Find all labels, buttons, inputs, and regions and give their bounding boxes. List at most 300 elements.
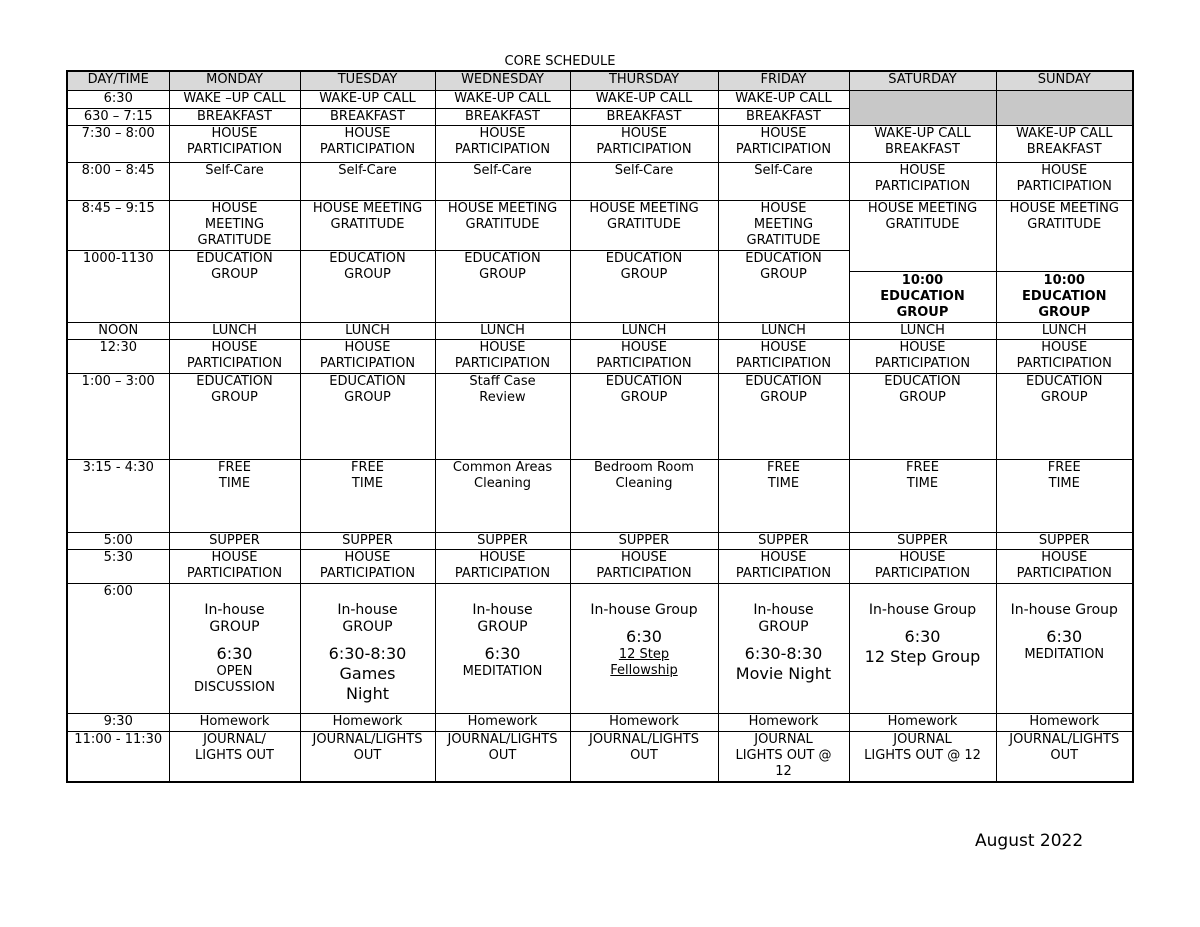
time-cell: 1000-1130	[67, 251, 169, 323]
line: EDUCATION	[605, 374, 683, 389]
line: GROUP	[620, 267, 668, 282]
sun-meeting	[997, 201, 1133, 272]
schedule-table	[66, 70, 1134, 783]
line: HOUSE	[211, 340, 258, 355]
line: FREE	[767, 460, 800, 475]
spacer	[720, 584, 848, 602]
cell-fri-group	[718, 584, 849, 714]
line: GRATITUDE	[746, 233, 821, 248]
line: 10:00	[901, 273, 944, 288]
line: GRATITUDE	[885, 217, 960, 232]
cell-tue-house	[300, 340, 435, 374]
cell-tue-lunch: LUNCH	[300, 323, 435, 340]
line: HOUSE	[344, 126, 391, 141]
cell-sat-free	[849, 460, 996, 533]
cell-fri-breakfast: BREAKFAST	[718, 109, 849, 126]
spacer	[437, 584, 569, 602]
line: PARTICIPATION	[186, 566, 283, 581]
time-cell: 630 – 7:15	[67, 109, 169, 126]
line: DISCUSSION	[194, 680, 275, 695]
cell-wed-homework: Homework	[435, 714, 570, 732]
line: PARTICIPATION	[319, 356, 416, 371]
header-wednesday: WEDNESDAY	[435, 71, 570, 91]
cell-tue-group	[300, 584, 435, 714]
line: TIME	[218, 476, 251, 491]
line: 10:00	[1043, 273, 1085, 288]
cell-sun-homework: Homework	[996, 714, 1133, 732]
line: HOUSE	[760, 201, 807, 216]
line: In-house Group	[1010, 602, 1118, 618]
spacer	[437, 636, 569, 644]
time-cell: 6:00	[67, 584, 169, 714]
cell-mon-house	[169, 550, 300, 584]
cell-thu-group	[570, 584, 718, 714]
cell-tue-house	[300, 550, 435, 584]
line: PARTICIPATION	[186, 356, 283, 371]
spacer	[302, 584, 434, 602]
time-cell: 9:30	[67, 714, 169, 732]
time-cell: 7:30 – 8:00	[67, 126, 169, 163]
cell-mon-lunch: LUNCH	[169, 323, 300, 340]
line: GROUP	[344, 390, 391, 405]
line: 12 Step Group	[864, 647, 981, 666]
header-friday: FRIDAY	[718, 71, 849, 91]
line: JOURNAL/LIGHTS	[1009, 732, 1120, 747]
line: EDUCATION	[196, 374, 273, 389]
line: JOURNAL/LIGHTS	[312, 732, 423, 747]
cell-tue-education	[300, 251, 435, 323]
line: In-house Group	[590, 602, 698, 618]
line: EDUCATION	[605, 251, 683, 266]
cell-thu-supper: SUPPER	[570, 533, 718, 550]
line: MEDITATION	[462, 664, 543, 679]
cell-wed-group	[435, 584, 570, 714]
row-800	[67, 163, 1133, 201]
time-cell: 11:00 - 11:30	[67, 732, 169, 782]
spacer	[851, 619, 995, 627]
cell-tue-supper: SUPPER	[300, 533, 435, 550]
cell-fri-house	[718, 340, 849, 374]
time-cell: 3:15 - 4:30	[67, 460, 169, 533]
line: EDUCATION	[884, 374, 961, 389]
cell-wed-house	[435, 550, 570, 584]
cell-wed-wake: WAKE-UP CALL	[435, 91, 570, 109]
line: TIME	[906, 476, 939, 491]
row-1100	[67, 732, 1133, 782]
line: GROUP	[620, 390, 668, 405]
cell-mon-education	[169, 374, 300, 460]
line: HOUSE	[1041, 163, 1088, 178]
line: GROUP	[479, 267, 526, 282]
cell-wed-staff-review	[435, 374, 570, 460]
cell-wed-house	[435, 340, 570, 374]
line: OUT	[353, 748, 382, 763]
line: HOUSE	[899, 550, 946, 565]
cell-tue-journal	[300, 732, 435, 782]
spacer	[720, 636, 848, 644]
line: PARTICIPATION	[454, 356, 551, 371]
cell-wed-breakfast: BREAKFAST	[435, 109, 570, 126]
cell-wed-selfcare: Self-Care	[435, 163, 570, 201]
cell-sat-journal	[849, 732, 996, 782]
row-530	[67, 550, 1133, 584]
row-100	[67, 374, 1133, 460]
line: MEETING	[204, 217, 265, 232]
line: LIGHTS OUT @	[735, 748, 832, 763]
cell-fri-free	[718, 460, 849, 533]
row-1230	[67, 340, 1133, 374]
time-cell: NOON	[67, 323, 169, 340]
line: OUT	[1050, 748, 1079, 763]
line: EDUCATION	[745, 251, 822, 266]
line: GROUP	[760, 267, 807, 282]
line: In-house	[472, 602, 533, 618]
line: PARTICIPATION	[1016, 179, 1112, 194]
line: PARTICIPATION	[596, 142, 692, 157]
line: 6:30	[904, 627, 941, 646]
cell-sun-empty	[996, 91, 1133, 126]
line: In-house	[753, 602, 814, 618]
line: Bedroom Room	[594, 460, 694, 475]
line: Night	[346, 684, 389, 703]
cell-sun-house	[996, 550, 1133, 584]
cell-mon-house	[169, 126, 300, 163]
schedule-title: CORE SCHEDULE	[504, 54, 616, 69]
cell-wed-supper: SUPPER	[435, 533, 570, 550]
cell-sun-wake	[996, 126, 1133, 163]
line: GROUP	[760, 390, 807, 405]
line: PARTICIPATION	[319, 566, 416, 581]
line: PARTICIPATION	[596, 356, 692, 371]
line: GRATITUDE	[607, 217, 681, 232]
spacer	[171, 636, 299, 644]
time-cell: 8:45 – 9:15	[67, 201, 169, 251]
line: PARTICIPATION	[874, 356, 971, 371]
cell-sat-wake	[849, 126, 996, 163]
line: Games	[339, 664, 396, 683]
line: HOUSE	[344, 550, 391, 565]
line: 6:30-8:30	[328, 644, 407, 663]
line: GRATITUDE	[465, 217, 540, 232]
cell-mon-group	[169, 584, 300, 714]
line: HOUSE	[1041, 340, 1088, 355]
line: GROUP	[758, 619, 809, 635]
header-sunday: SUNDAY	[996, 71, 1133, 91]
line: EDUCATION	[745, 374, 822, 389]
cell-fri-journal	[718, 732, 849, 782]
cell-thu-education	[570, 251, 718, 323]
cell-mon-education	[169, 251, 300, 323]
cell-fri-education	[718, 374, 849, 460]
line: GROUP	[1040, 390, 1088, 405]
cell-sun-lunch: LUNCH	[996, 323, 1133, 340]
header-tuesday: TUESDAY	[300, 71, 435, 91]
cell-sat-supper: SUPPER	[849, 533, 996, 550]
cell-thu-house	[570, 340, 718, 374]
line: 6:30	[626, 627, 662, 646]
line: PARTICIPATION	[735, 142, 832, 157]
line: HOUSE MEETING	[1009, 201, 1119, 216]
cell-wed-meeting	[435, 201, 570, 251]
cell-wed-journal	[435, 732, 570, 782]
line: GROUP	[211, 267, 258, 282]
line: EDUCATION	[196, 251, 273, 266]
line: 12 Step	[618, 647, 670, 662]
line: 12	[775, 764, 792, 779]
line: GRATITUDE	[1027, 217, 1102, 232]
line: HOUSE	[899, 163, 946, 178]
header-monday: MONDAY	[169, 71, 300, 91]
row-500	[67, 533, 1133, 550]
line: GROUP	[477, 619, 528, 635]
line: HOUSE	[621, 340, 667, 355]
header-day-time: DAY/TIME	[67, 71, 169, 91]
line: Staff Case	[469, 374, 536, 389]
line: PARTICIPATION	[319, 142, 416, 157]
line: GROUP	[1038, 305, 1091, 320]
cell-fri-lunch: LUNCH	[718, 323, 849, 340]
line: TIME	[1048, 476, 1080, 491]
line: GROUP	[211, 390, 258, 405]
line: EDUCATION	[1022, 289, 1107, 304]
line: EDUCATION	[329, 374, 406, 389]
cell-mon-supper: SUPPER	[169, 533, 300, 550]
line: HOUSE	[211, 126, 258, 141]
cell-thu-meeting	[570, 201, 718, 251]
spacer	[171, 584, 299, 602]
header-row	[67, 71, 1133, 91]
time-cell: 5:00	[67, 533, 169, 550]
sun-education	[997, 272, 1133, 321]
cell-mon-selfcare: Self-Care	[169, 163, 300, 201]
line: HOUSE	[211, 550, 258, 565]
row-315	[67, 460, 1133, 533]
line: HOUSE	[479, 126, 526, 141]
line: OUT	[488, 748, 517, 763]
cell-fri-selfcare: Self-Care	[718, 163, 849, 201]
spacer	[572, 584, 717, 602]
line: In-house Group	[868, 602, 977, 618]
line: PARTICIPATION	[1016, 356, 1112, 371]
line: FREE	[906, 460, 939, 475]
line: PARTICIPATION	[874, 179, 971, 194]
cell-thu-journal	[570, 732, 718, 782]
line: HOUSE	[760, 126, 807, 141]
cell-thu-breakfast: BREAKFAST	[570, 109, 718, 126]
line: PARTICIPATION	[1016, 566, 1112, 581]
line: HOUSE	[621, 550, 667, 565]
cell-thu-lunch: LUNCH	[570, 323, 718, 340]
time-cell: 5:30	[67, 550, 169, 584]
line: PARTICIPATION	[735, 356, 832, 371]
cell-thu-homework: Homework	[570, 714, 718, 732]
line: MEDITATION	[1024, 647, 1105, 662]
cell-sun-house	[996, 340, 1133, 374]
line: WAKE-UP CALL	[1016, 126, 1113, 141]
cell-wed-house	[435, 126, 570, 163]
cell-tue-breakfast: BREAKFAST	[300, 109, 435, 126]
cell-tue-house	[300, 126, 435, 163]
line: OPEN	[216, 664, 253, 679]
line: FREE	[1047, 460, 1081, 475]
cell-fri-education	[718, 251, 849, 323]
line: HOUSE MEETING	[312, 201, 423, 216]
line: HOUSE	[760, 550, 807, 565]
line: 6:30-8:30	[744, 644, 823, 663]
header-thursday: THURSDAY	[570, 71, 718, 91]
cell-thu-cleaning	[570, 460, 718, 533]
cell-tue-selfcare: Self-Care	[300, 163, 435, 201]
line: HOUSE MEETING	[867, 201, 978, 216]
cell-sun-education	[996, 374, 1133, 460]
cell-sat-meeting-edu	[849, 201, 996, 323]
line: Fellowship	[610, 663, 678, 678]
cell-thu-wake: WAKE-UP CALL	[570, 91, 718, 109]
line: HOUSE	[479, 550, 526, 565]
line: EDUCATION	[464, 251, 541, 266]
line: GROUP	[209, 619, 260, 635]
line: HOUSE MEETING	[589, 201, 699, 216]
line: HOUSE	[344, 340, 391, 355]
line: GROUP	[896, 305, 949, 320]
cell-fri-wake: WAKE-UP CALL	[718, 91, 849, 109]
cell-tue-meeting	[300, 201, 435, 251]
cell-mon-journal	[169, 732, 300, 782]
cell-sat-empty	[849, 91, 996, 126]
spacer	[998, 619, 1132, 627]
cell-wed-lunch: LUNCH	[435, 323, 570, 340]
line: JOURNAL/LIGHTS	[589, 732, 699, 747]
line: EDUCATION	[880, 289, 965, 304]
line: Movie Night	[735, 664, 832, 683]
cell-sat-group	[849, 584, 996, 714]
spacer	[302, 636, 434, 644]
row-600	[67, 584, 1133, 714]
line: GRATITUDE	[330, 217, 405, 232]
cell-sat-lunch: LUNCH	[849, 323, 996, 340]
cell-sun-supper: SUPPER	[996, 533, 1133, 550]
cell-mon-free	[169, 460, 300, 533]
line: HOUSE MEETING	[447, 201, 558, 216]
line: BREAKFAST	[885, 142, 960, 157]
row-noon	[67, 323, 1133, 340]
line: HOUSE	[211, 201, 258, 216]
line: PARTICIPATION	[596, 566, 692, 581]
line: HOUSE	[760, 340, 807, 355]
line: FREE	[351, 460, 384, 475]
line: 6:30	[216, 644, 253, 663]
time-cell: 1:00 – 3:00	[67, 374, 169, 460]
line: Common Areas	[452, 460, 553, 475]
cell-mon-house	[169, 340, 300, 374]
line: EDUCATION	[1026, 374, 1103, 389]
line: HOUSE	[1041, 550, 1088, 565]
line: HOUSE	[899, 340, 946, 355]
cell-thu-house	[570, 550, 718, 584]
cell-sun-meeting-edu	[996, 201, 1133, 323]
cell-sat-house	[849, 163, 996, 201]
line: LIGHTS OUT	[195, 748, 274, 763]
cell-mon-homework: Homework	[169, 714, 300, 732]
cell-mon-wake: WAKE –UP CALL	[169, 91, 300, 109]
line: JOURNAL/	[203, 732, 266, 747]
line: TIME	[767, 476, 800, 491]
line: PARTICIPATION	[874, 566, 971, 581]
cell-tue-free	[300, 460, 435, 533]
line: JOURNAL	[754, 732, 813, 747]
line: GROUP	[899, 390, 946, 405]
header-saturday: SATURDAY	[849, 71, 996, 91]
line: HOUSE	[621, 126, 667, 141]
line: HOUSE	[479, 340, 526, 355]
time-cell: 8:00 – 8:45	[67, 163, 169, 201]
cell-sat-house	[849, 340, 996, 374]
line: GRATITUDE	[197, 233, 272, 248]
sat-education	[850, 272, 996, 321]
line: Review	[479, 390, 526, 405]
line: BREAKFAST	[1026, 142, 1102, 157]
line: OUT	[630, 748, 658, 763]
cell-mon-breakfast: BREAKFAST	[169, 109, 300, 126]
time-cell: 6:30	[67, 91, 169, 109]
cell-sun-journal	[996, 732, 1133, 782]
cell-thu-education	[570, 374, 718, 460]
cell-sat-homework: Homework	[849, 714, 996, 732]
cell-tue-wake: WAKE-UP CALL	[300, 91, 435, 109]
spacer	[572, 619, 717, 627]
cell-wed-cleaning	[435, 460, 570, 533]
line: FREE	[218, 460, 251, 475]
line: Cleaning	[474, 476, 531, 491]
cell-sat-education	[849, 374, 996, 460]
cell-tue-education	[300, 374, 435, 460]
line: 6:30	[1046, 627, 1083, 646]
cell-fri-house	[718, 126, 849, 163]
row-845	[67, 201, 1133, 251]
cell-thu-selfcare: Self-Care	[570, 163, 718, 201]
line: JOURNAL	[893, 732, 952, 747]
cell-fri-meeting	[718, 201, 849, 251]
cell-wed-education	[435, 251, 570, 323]
cell-sun-house	[996, 163, 1133, 201]
sat-meeting	[850, 201, 996, 272]
cell-fri-supper: SUPPER	[718, 533, 849, 550]
line: PARTICIPATION	[186, 142, 283, 157]
line: GROUP	[344, 267, 391, 282]
spacer	[851, 584, 995, 602]
spacer	[998, 584, 1132, 602]
line: 6:30	[484, 644, 521, 663]
line: WAKE-UP CALL	[874, 126, 971, 141]
cell-thu-house	[570, 126, 718, 163]
line: LIGHTS OUT @ 12	[864, 748, 981, 763]
line: PARTICIPATION	[735, 566, 832, 581]
cell-mon-meeting	[169, 201, 300, 251]
line: GROUP	[342, 619, 393, 635]
cell-sun-group	[996, 584, 1133, 714]
line: Cleaning	[615, 476, 673, 491]
line: JOURNAL/LIGHTS	[447, 732, 558, 747]
time-cell: 12:30	[67, 340, 169, 374]
cell-tue-homework: Homework	[300, 714, 435, 732]
line: In-house	[337, 602, 398, 618]
line: MEETING	[753, 217, 814, 232]
cell-fri-homework: Homework	[718, 714, 849, 732]
line: EDUCATION	[329, 251, 406, 266]
row-930	[67, 714, 1133, 732]
line: In-house	[204, 602, 265, 618]
footer-date: August 2022	[975, 831, 1084, 851]
